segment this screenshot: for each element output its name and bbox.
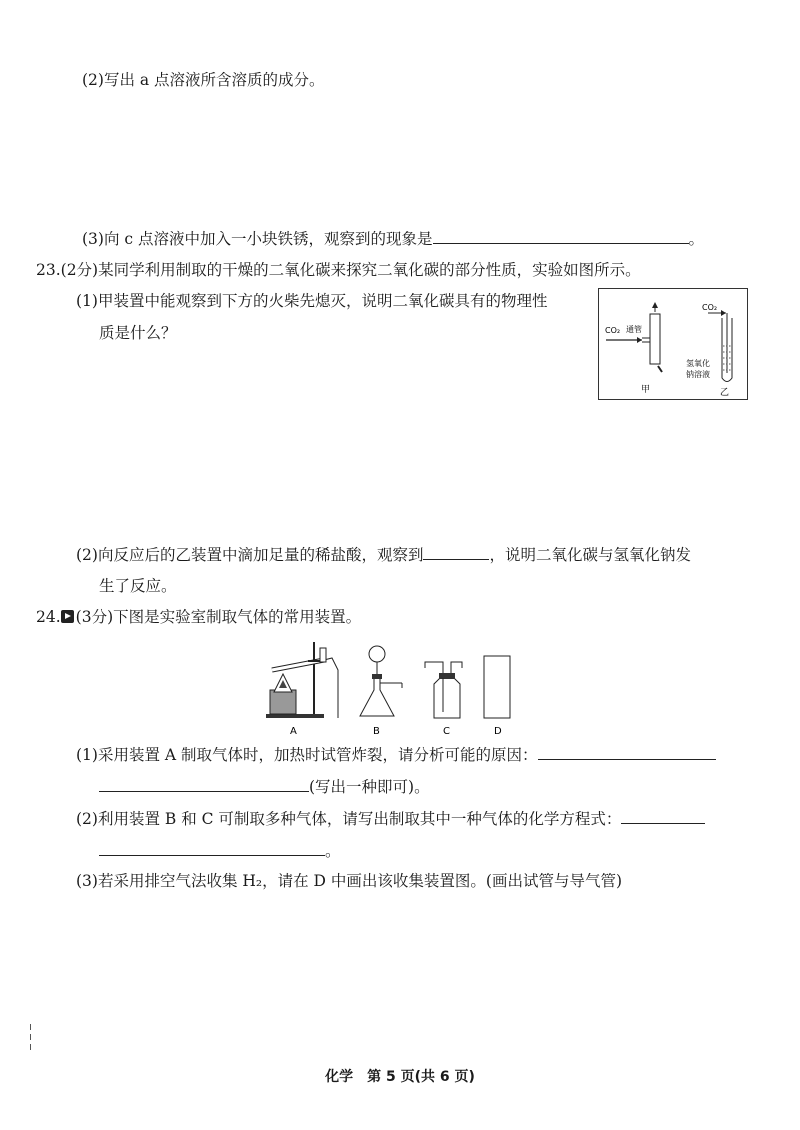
co2-label-left: CO₂ <box>605 326 621 335</box>
apparatus-b <box>360 646 402 716</box>
q24-part3: (3)若采用排空气法收集 H₂，请在 D 中画出该收集装置图。(画出试管与导气管) <box>76 872 622 890</box>
apparatus-c <box>425 662 462 718</box>
label-jia: 甲 <box>641 385 651 395</box>
q22-part3-text: (3)向 c 点溶液中加入一小块铁锈，观察到的现象是 <box>82 230 433 248</box>
page-footer: 化学 第 5 页(共 6 页) <box>325 1069 475 1085</box>
naoh-label-2: 钠溶液 <box>686 370 710 379</box>
binding-margin-mark <box>30 1024 31 1030</box>
q24-part2-line2 <box>99 840 341 861</box>
q22-part3 <box>82 228 704 249</box>
apparatus-d-box[interactable] <box>484 656 510 718</box>
q23-part2 <box>76 544 691 565</box>
q23-part1-line1: (1)甲装置中能观察到下方的火柴先熄灭，说明二氧化碳具有的物理性 <box>76 292 548 310</box>
q24-stem <box>36 607 361 627</box>
q24-part1-answer-blank-2[interactable] <box>99 776 309 792</box>
q23-stem: 23.(2分)某同学利用制取的干燥的二氧化碳来探究二氧化碳的部分性质，实验如图所示。 <box>36 261 641 279</box>
q23-part2-line2: 生了反应。 <box>99 577 177 595</box>
binding-margin-mark <box>30 1044 31 1050</box>
label-d: D <box>494 726 502 737</box>
q22-part3-end: 。 <box>688 230 705 248</box>
label-a: A <box>290 726 297 737</box>
q24-part2-answer-blank-2[interactable] <box>99 840 325 856</box>
q24-part1-text-b: (写出一种即可)。 <box>309 778 430 796</box>
q24-part1-answer-blank-1[interactable] <box>538 744 716 760</box>
q23-part2-text-b: ，说明二氧化碳与氢氧化钠发 <box>489 546 691 564</box>
q24-part1 <box>76 744 716 765</box>
q23-figure <box>598 288 748 400</box>
video-play-icon[interactable] <box>61 610 74 623</box>
naoh-label-1: 氢氧化 <box>686 359 710 368</box>
q24-part1-line2 <box>99 776 430 797</box>
q24-part2-answer-blank-1[interactable] <box>621 808 705 824</box>
label-yi: 乙 <box>720 388 730 398</box>
q23-part2-text-a: (2)向反应后的乙装置中滴加足量的稀盐酸，观察到 <box>76 546 424 564</box>
binding-margin-mark <box>30 1034 31 1040</box>
apparatus-a <box>266 642 338 718</box>
q23-part2-answer-blank[interactable] <box>423 544 489 560</box>
co2-label-right: CO₂ <box>702 303 718 312</box>
q22-part3-answer-blank[interactable] <box>433 228 689 244</box>
q24-part2-text: (2)利用装置 B 和 C 可制取多种气体，请写出制取其中一种气体的化学方程式： <box>76 810 622 828</box>
q22-part2: (2)写出 a 点溶液所含溶质的成分。 <box>82 71 325 89</box>
tube-label: 通管 <box>626 325 642 334</box>
q24-part1-text: (1)采用装置 A 制取气体时，加热时试管炸裂，请分析可能的原因： <box>76 746 538 764</box>
q24-number: 24. <box>36 608 61 626</box>
q24-part2 <box>76 808 705 829</box>
q24-part2-end: 。 <box>325 842 341 860</box>
q23-part1-line2: 质是什么？ <box>99 324 177 342</box>
q24-apparatus-figure <box>262 638 512 738</box>
q24-stem-text: (3分)下图是实验室制取气体的常用装置。 <box>75 608 362 626</box>
label-c: C <box>443 726 450 737</box>
label-b: B <box>373 726 380 737</box>
